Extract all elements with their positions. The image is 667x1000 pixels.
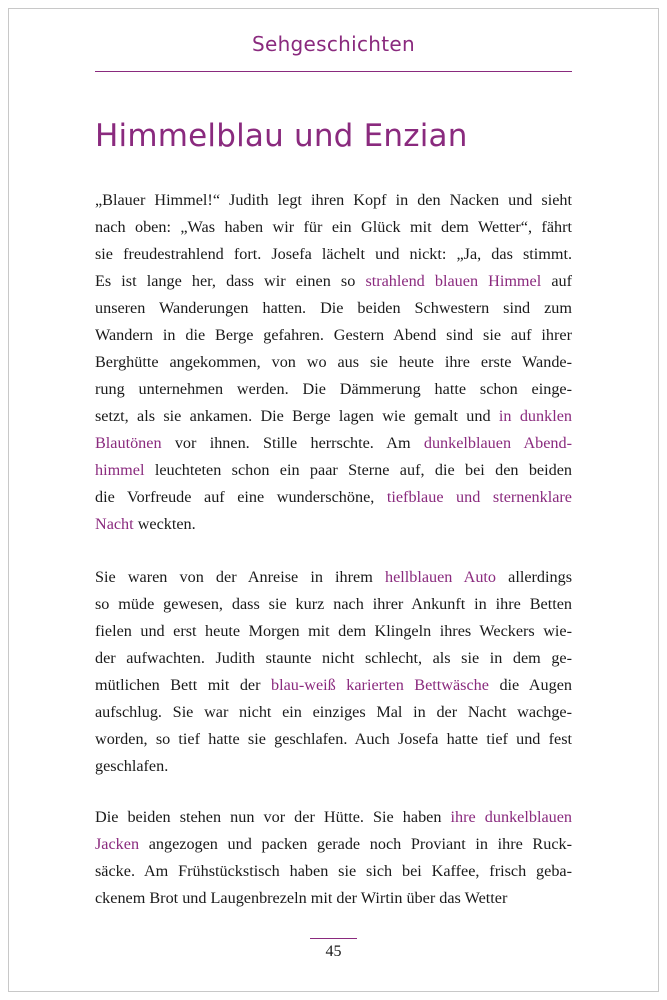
text-line — [95, 241, 572, 268]
text-line — [95, 268, 572, 295]
highlighted-phrase: Jacken — [95, 835, 140, 853]
text-run: ckenem Brot und Laugenbrezeln mit der Wirtin über das Wetter — [95, 889, 508, 907]
paragraph-1 — [95, 187, 572, 538]
text-line — [95, 645, 572, 672]
text-line — [95, 295, 572, 322]
text-run: angezogen und packen gerade noch Proviant in ihre Ruck- — [139, 835, 572, 853]
text-line — [95, 403, 572, 430]
text-run: die Augen — [488, 676, 572, 694]
text-line — [95, 726, 572, 753]
paragraph-3 — [95, 804, 572, 912]
highlighted-phrase: in dunklen — [498, 407, 572, 425]
text-run: Berghütte angekommen, von wo aus sie heute ihre erste Wande- — [95, 353, 572, 371]
chapter-title: Himmelblau und Enzian — [95, 118, 468, 154]
text-line — [95, 457, 572, 484]
highlighted-phrase: dunkelblauen Abend- — [423, 434, 572, 452]
text-line — [95, 511, 572, 538]
highlighted-phrase: tiefblaue und sternenklare — [386, 488, 572, 506]
text-run: nach oben: „Was haben wir für ein Glück mit dem Wetter“, fährt — [95, 218, 572, 236]
text-run: weckten. — [133, 515, 196, 533]
highlighted-phrase: strahlend blauen Himmel — [365, 272, 542, 290]
text-run: säcke. Am Frühstückstisch haben sie sich bei Kaffee, frisch geba- — [95, 862, 572, 880]
footer-rule — [310, 938, 357, 939]
text-line — [95, 804, 572, 831]
text-line — [95, 484, 572, 511]
text-line — [95, 214, 572, 241]
text-run: sie freudestrahlend fort. Josefa lächelt und nickt: „Ja, das stimmt. — [95, 245, 572, 263]
paragraph-2 — [95, 564, 572, 780]
highlighted-phrase: hellblauen Auto — [384, 568, 497, 586]
text-line — [95, 376, 572, 403]
text-run: Die beiden stehen nun vor der Hütte. Sie haben — [95, 808, 451, 826]
text-run: worden, so tief hatte sie geschlafen. Auch Josefa hatte tief und fest — [95, 730, 572, 748]
text-run: geschlafen. — [95, 757, 169, 775]
text-line — [95, 564, 572, 591]
text-run: allerdings — [496, 568, 572, 586]
text-line — [95, 699, 572, 726]
text-run: mütlichen Bett mit der — [95, 676, 272, 694]
text-run: fielen und erst heute Morgen mit dem Klingeln ihres Weckers wie- — [95, 622, 572, 640]
text-run: Sie waren von der Anreise in ihrem — [95, 568, 385, 586]
text-run: unseren Wanderungen hatten. Die beiden Schwestern sind zum — [95, 299, 572, 317]
text-run: Es ist lange her, dass wir einen so — [95, 272, 366, 290]
text-run: setzt, als sie ankamen. Die Berge lagen wie gemalt und — [95, 407, 499, 425]
text-line — [95, 591, 572, 618]
text-run: leuchteten schon ein paar Sterne auf, die bei den beiden — [144, 461, 572, 479]
text-run: vor ihnen. Stille herrschte. Am — [161, 434, 424, 452]
text-run: die Vorfreude auf eine wunderschöne, — [95, 488, 387, 506]
text-line — [95, 885, 572, 912]
page-number: 45 — [325, 943, 342, 960]
highlighted-phrase: ihre dunkelblauen — [450, 808, 573, 826]
text-line — [95, 349, 572, 376]
text-line — [95, 858, 572, 885]
text-line — [95, 618, 572, 645]
header-rule — [95, 71, 572, 72]
highlighted-phrase: Blautönen — [95, 434, 162, 452]
text-line — [95, 831, 572, 858]
highlighted-phrase: himmel — [95, 461, 145, 479]
running-header: Sehgeschichten — [251, 32, 416, 56]
text-line — [95, 322, 572, 349]
text-line — [95, 187, 572, 214]
text-run: Wandern in die Berge gefahren. Gestern Abend sind sie auf ihrer — [95, 326, 572, 344]
text-line — [95, 753, 572, 780]
highlighted-phrase: Nacht — [95, 515, 134, 533]
text-run: der aufwachten. Judith staunte nicht schlecht, als sie in dem ge- — [95, 649, 572, 667]
text-run: „Blauer Himmel!“ Judith legt ihren Kopf in den Nacken und sieht — [95, 191, 572, 209]
highlighted-phrase: blau-weiß karierten Bettwäsche — [271, 676, 489, 694]
text-run: so müde gewesen, dass sie kurz nach ihrer Ankunft in ihre Betten — [95, 595, 572, 613]
text-line — [95, 672, 572, 699]
text-run: aufschlug. Sie war nicht ein einziges Mal in der Nacht wachge- — [95, 703, 572, 721]
text-run: auf — [541, 272, 573, 290]
text-line — [95, 430, 572, 457]
text-run: rung unternehmen werden. Die Dämmerung hatte schon einge- — [95, 380, 572, 398]
